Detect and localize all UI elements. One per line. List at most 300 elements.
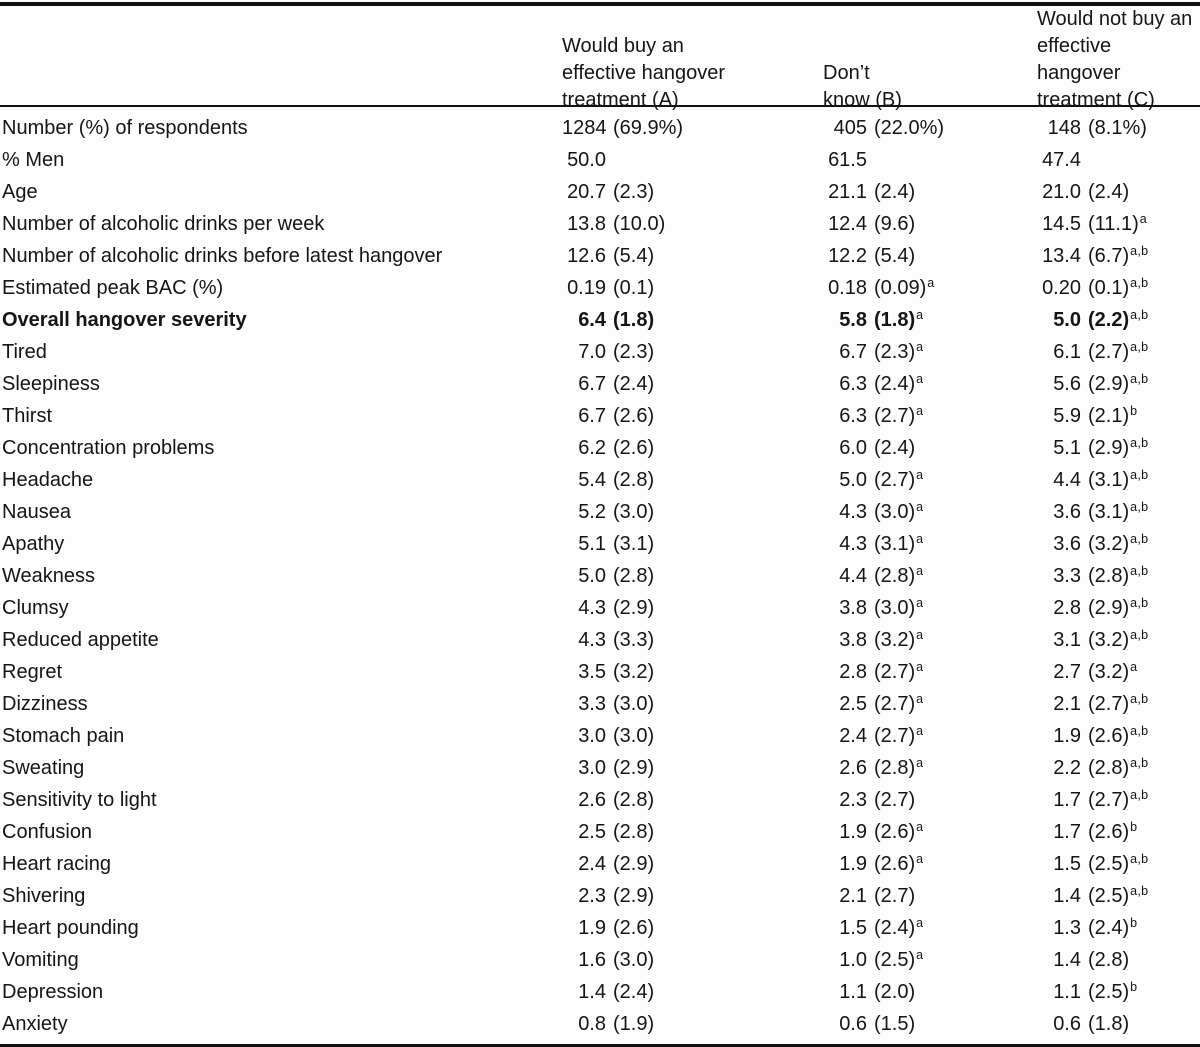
value-superscript: a bbox=[916, 595, 924, 610]
cell-b bbox=[823, 1013, 1037, 1036]
value-number: 2.5 bbox=[839, 692, 867, 715]
value-superscript: a,b bbox=[1130, 851, 1149, 866]
cell-a bbox=[562, 789, 823, 812]
value-sd: (2.5) bbox=[874, 948, 916, 971]
value-superscript: a,b bbox=[1130, 787, 1149, 802]
cell-c bbox=[1037, 853, 1200, 876]
value-number: 5.9 bbox=[1053, 404, 1081, 427]
row-label: Dizziness bbox=[2, 692, 88, 715]
value-sd: (9.6) bbox=[874, 212, 916, 235]
value-number: 4.3 bbox=[839, 500, 867, 523]
value-number: 4.3 bbox=[839, 532, 867, 555]
value-number: 12.6 bbox=[567, 244, 606, 267]
row-label: Reduced appetite bbox=[2, 628, 159, 651]
value-number: 2.2 bbox=[1053, 756, 1081, 779]
value-number: 405 bbox=[833, 116, 867, 139]
value-number: 1.1 bbox=[839, 980, 867, 1003]
value-number: 12.4 bbox=[828, 212, 867, 235]
value-sd: (2.7) bbox=[874, 468, 916, 491]
cell-c bbox=[1037, 693, 1200, 716]
value-number: 1.4 bbox=[1053, 884, 1081, 907]
value-sd: (2.8) bbox=[613, 564, 655, 587]
cell-c bbox=[1037, 245, 1200, 268]
value-sd: (2.1) bbox=[1088, 404, 1130, 427]
value-number: 2.7 bbox=[1053, 660, 1081, 683]
cell-b bbox=[823, 277, 1037, 300]
value-superscript: a,b bbox=[1130, 243, 1149, 258]
value-sd: (2.7) bbox=[1088, 340, 1130, 363]
value-number: 5.0 bbox=[578, 564, 606, 587]
value-superscript: a,b bbox=[1130, 275, 1149, 290]
cell-a bbox=[562, 373, 823, 396]
value-sd: (2.2) bbox=[1088, 308, 1130, 331]
cell-a bbox=[562, 277, 823, 300]
value-sd: (0.1) bbox=[613, 276, 655, 299]
row-label: Confusion bbox=[2, 820, 93, 843]
table-row bbox=[0, 304, 1200, 336]
cell-b bbox=[823, 245, 1037, 268]
value-number: 1.9 bbox=[578, 916, 606, 939]
table-row bbox=[0, 976, 1200, 1008]
cell-a bbox=[562, 757, 823, 780]
value-sd: (2.6) bbox=[874, 820, 916, 843]
value-superscript: a bbox=[916, 371, 924, 386]
value-number: 6.0 bbox=[839, 436, 867, 459]
value-sd: (8.1%) bbox=[1088, 116, 1147, 139]
cell-b bbox=[823, 757, 1037, 780]
table-row bbox=[0, 720, 1200, 752]
value-number: 3.8 bbox=[839, 596, 867, 619]
row-label: Weakness bbox=[2, 564, 96, 587]
row-label: Concentration problems bbox=[2, 436, 215, 459]
cell-c bbox=[1037, 309, 1200, 332]
table-row bbox=[0, 176, 1200, 208]
value-superscript: b bbox=[1130, 819, 1138, 834]
value-number: 61.5 bbox=[828, 148, 867, 171]
column-header-a bbox=[562, 33, 823, 114]
value-number: 5.6 bbox=[1053, 372, 1081, 395]
cell-c bbox=[1037, 501, 1200, 524]
cell-b bbox=[823, 469, 1037, 492]
value-number: 1284 bbox=[562, 116, 607, 139]
value-superscript: a,b bbox=[1130, 755, 1149, 770]
table-row bbox=[0, 944, 1200, 976]
value-number: 2.6 bbox=[839, 756, 867, 779]
value-superscript: a bbox=[916, 627, 924, 642]
value-superscript: a bbox=[927, 275, 935, 290]
cell-a bbox=[562, 1013, 823, 1036]
value-superscript: a bbox=[916, 755, 924, 770]
value-number: 3.0 bbox=[578, 724, 606, 747]
cell-a bbox=[562, 501, 823, 524]
value-number: 6.3 bbox=[839, 372, 867, 395]
value-sd: (3.0) bbox=[613, 692, 655, 715]
cell-c bbox=[1037, 565, 1200, 588]
value-number: 4.3 bbox=[578, 628, 606, 651]
cell-b bbox=[823, 309, 1037, 332]
value-sd: (2.3) bbox=[613, 180, 655, 203]
value-superscript: a,b bbox=[1130, 435, 1149, 450]
value-number: 2.4 bbox=[839, 724, 867, 747]
value-number: 3.1 bbox=[1053, 628, 1081, 651]
table-row bbox=[0, 144, 1200, 176]
value-number: 1.9 bbox=[839, 820, 867, 843]
cell-a bbox=[562, 949, 823, 972]
value-number: 3.3 bbox=[1053, 564, 1081, 587]
cell-b bbox=[823, 789, 1037, 812]
table-row bbox=[0, 688, 1200, 720]
table-row bbox=[0, 880, 1200, 912]
cell-c bbox=[1037, 181, 1200, 204]
cell-b bbox=[823, 533, 1037, 556]
cell-c bbox=[1037, 885, 1200, 908]
value-number: 3.5 bbox=[578, 660, 606, 683]
value-sd: (11.1) bbox=[1088, 212, 1139, 235]
value-number: 2.6 bbox=[578, 788, 606, 811]
cell-b bbox=[823, 597, 1037, 620]
value-superscript: a bbox=[916, 403, 924, 418]
value-superscript: a,b bbox=[1130, 883, 1149, 898]
value-sd: (2.6) bbox=[1088, 724, 1130, 747]
cell-a bbox=[562, 565, 823, 588]
value-number: 14.5 bbox=[1042, 212, 1081, 235]
value-sd: (2.0) bbox=[874, 980, 916, 1003]
cell-a bbox=[562, 597, 823, 620]
row-label: Anxiety bbox=[2, 1012, 68, 1035]
cell-c bbox=[1037, 213, 1200, 236]
value-number: 1.4 bbox=[578, 980, 606, 1003]
value-sd: (2.7) bbox=[874, 404, 916, 427]
value-number: 4.4 bbox=[839, 564, 867, 587]
table-row bbox=[0, 752, 1200, 784]
value-sd: (2.7) bbox=[874, 788, 916, 811]
value-sd: (22.0%) bbox=[874, 116, 945, 139]
value-sd: (2.4) bbox=[874, 916, 916, 939]
cell-b bbox=[823, 981, 1037, 1004]
value-number: 2.8 bbox=[839, 660, 867, 683]
value-superscript: a,b bbox=[1130, 371, 1149, 386]
value-number: 20.7 bbox=[567, 180, 606, 203]
table-row bbox=[0, 208, 1200, 240]
column-header-b-line: know (B) bbox=[823, 89, 902, 111]
row-label: Apathy bbox=[2, 532, 65, 555]
cell-a bbox=[562, 309, 823, 332]
row-label: Sweating bbox=[2, 756, 85, 779]
cell-b bbox=[823, 725, 1037, 748]
value-sd: (3.0) bbox=[613, 948, 655, 971]
value-sd: (2.8) bbox=[613, 788, 655, 811]
cell-b bbox=[823, 501, 1037, 524]
value-number: 21.0 bbox=[1042, 180, 1081, 203]
row-label: Nausea bbox=[2, 500, 71, 523]
value-superscript: b bbox=[1130, 403, 1138, 418]
value-sd: (2.5) bbox=[1088, 980, 1130, 1003]
value-superscript: a,b bbox=[1130, 723, 1149, 738]
cell-c bbox=[1037, 597, 1200, 620]
cell-c bbox=[1037, 949, 1200, 972]
value-sd: (2.8) bbox=[1088, 756, 1130, 779]
cell-a bbox=[562, 469, 823, 492]
value-superscript: a bbox=[916, 531, 924, 546]
value-sd: (2.4) bbox=[613, 980, 655, 1003]
row-label: Thirst bbox=[2, 404, 52, 427]
value-superscript: a bbox=[916, 723, 924, 738]
cell-a bbox=[562, 981, 823, 1004]
cell-b bbox=[823, 885, 1037, 908]
row-label: Overall hangover severity bbox=[2, 308, 247, 331]
table-row bbox=[0, 656, 1200, 688]
table-row bbox=[0, 528, 1200, 560]
cell-c bbox=[1037, 629, 1200, 652]
value-sd: (2.9) bbox=[1088, 436, 1130, 459]
value-superscript: a,b bbox=[1130, 467, 1149, 482]
value-number: 6.4 bbox=[578, 308, 606, 331]
value-superscript: a bbox=[916, 307, 924, 322]
table-row bbox=[0, 560, 1200, 592]
cell-a bbox=[562, 117, 823, 140]
cell-b bbox=[823, 341, 1037, 364]
column-header-a-line: treatment (A) bbox=[562, 89, 679, 111]
cell-b bbox=[823, 949, 1037, 972]
value-sd: (3.2) bbox=[1088, 532, 1130, 555]
value-sd: (2.5) bbox=[1088, 884, 1130, 907]
cell-c bbox=[1037, 277, 1200, 300]
cell-c bbox=[1037, 725, 1200, 748]
value-sd: (2.4) bbox=[874, 372, 916, 395]
value-sd: (2.9) bbox=[613, 852, 655, 875]
value-number: 0.18 bbox=[828, 276, 867, 299]
value-sd: (3.0) bbox=[874, 500, 916, 523]
value-sd: (2.6) bbox=[874, 852, 916, 875]
value-superscript: a bbox=[916, 947, 924, 962]
value-number: 2.5 bbox=[578, 820, 606, 843]
value-sd: (3.2) bbox=[874, 628, 916, 651]
value-number: 5.1 bbox=[1053, 436, 1081, 459]
column-header-c-line: effective hangover bbox=[1037, 35, 1121, 84]
value-superscript: a,b bbox=[1130, 563, 1149, 578]
value-sd: (2.6) bbox=[613, 404, 655, 427]
table-row bbox=[0, 816, 1200, 848]
value-sd: (2.4) bbox=[874, 436, 916, 459]
row-label: Depression bbox=[2, 980, 104, 1003]
table-row bbox=[0, 272, 1200, 304]
value-sd: (3.1) bbox=[1088, 500, 1130, 523]
row-label: Age bbox=[2, 180, 38, 203]
table-row bbox=[0, 1008, 1200, 1040]
row-label: Heart racing bbox=[2, 852, 111, 875]
value-superscript: a bbox=[916, 915, 924, 930]
row-label: Stomach pain bbox=[2, 724, 125, 747]
value-number: 2.1 bbox=[839, 884, 867, 907]
value-superscript: a,b bbox=[1130, 691, 1149, 706]
value-sd: (2.3) bbox=[613, 340, 655, 363]
value-number: 2.1 bbox=[1053, 692, 1081, 715]
value-sd: (1.9) bbox=[613, 1012, 655, 1035]
cell-b bbox=[823, 661, 1037, 684]
cell-c bbox=[1037, 149, 1200, 172]
value-sd: (2.8) bbox=[613, 820, 655, 843]
cell-a bbox=[562, 245, 823, 268]
table-row bbox=[0, 112, 1200, 144]
value-number: 6.7 bbox=[578, 372, 606, 395]
cell-b bbox=[823, 405, 1037, 428]
value-number: 3.8 bbox=[839, 628, 867, 651]
value-number: 0.8 bbox=[578, 1012, 606, 1035]
value-superscript: a,b bbox=[1130, 627, 1149, 642]
cell-c bbox=[1037, 1013, 1200, 1036]
column-header-c-line: Would not buy an bbox=[1037, 8, 1193, 30]
table-row bbox=[0, 368, 1200, 400]
cell-c bbox=[1037, 981, 1200, 1004]
value-number: 12.2 bbox=[828, 244, 867, 267]
value-number: 0.19 bbox=[567, 276, 606, 299]
cell-a bbox=[562, 661, 823, 684]
value-sd: (2.9) bbox=[1088, 596, 1130, 619]
value-number: 5.8 bbox=[839, 308, 867, 331]
value-sd: (2.8) bbox=[874, 564, 916, 587]
value-superscript: a,b bbox=[1130, 531, 1149, 546]
cell-b bbox=[823, 181, 1037, 204]
value-number: 50.0 bbox=[567, 148, 606, 171]
cell-c bbox=[1037, 757, 1200, 780]
value-number: 13.8 bbox=[567, 212, 606, 235]
value-sd: (2.9) bbox=[1088, 372, 1130, 395]
cell-b bbox=[823, 565, 1037, 588]
row-label: Number (%) of respondents bbox=[2, 116, 248, 139]
value-sd: (2.9) bbox=[613, 884, 655, 907]
table-row bbox=[0, 592, 1200, 624]
table-row bbox=[0, 912, 1200, 944]
cell-c bbox=[1037, 437, 1200, 460]
table-row bbox=[0, 240, 1200, 272]
value-sd: (3.1) bbox=[613, 532, 655, 555]
value-number: 6.1 bbox=[1053, 340, 1081, 363]
value-superscript: a bbox=[916, 499, 924, 514]
cell-a bbox=[562, 405, 823, 428]
value-number: 5.0 bbox=[839, 468, 867, 491]
cell-b bbox=[823, 149, 1037, 172]
cell-c bbox=[1037, 341, 1200, 364]
value-sd: (0.09) bbox=[874, 276, 927, 299]
row-label: Estimated peak BAC (%) bbox=[2, 276, 224, 299]
table-row bbox=[0, 784, 1200, 816]
cell-c bbox=[1037, 821, 1200, 844]
value-sd: (69.9%) bbox=[613, 116, 684, 139]
table-body bbox=[0, 107, 1200, 1044]
value-sd: (0.1) bbox=[1088, 276, 1130, 299]
value-number: 0.6 bbox=[839, 1012, 867, 1035]
value-sd: (2.7) bbox=[874, 724, 916, 747]
value-sd: (3.0) bbox=[874, 596, 916, 619]
value-sd: (3.2) bbox=[1088, 628, 1130, 651]
value-number: 5.4 bbox=[578, 468, 606, 491]
value-sd: (1.8) bbox=[613, 308, 655, 331]
value-sd: (2.4) bbox=[613, 372, 655, 395]
row-label: Heart pounding bbox=[2, 916, 139, 939]
value-number: 1.5 bbox=[839, 916, 867, 939]
cell-a bbox=[562, 885, 823, 908]
value-sd: (2.7) bbox=[874, 884, 916, 907]
row-label: Vomiting bbox=[2, 948, 79, 971]
value-sd: (2.9) bbox=[613, 756, 655, 779]
value-number: 1.1 bbox=[1053, 980, 1081, 1003]
value-number: 47.4 bbox=[1042, 148, 1081, 171]
value-sd: (1.5) bbox=[874, 1012, 916, 1035]
row-label: Sensitivity to light bbox=[2, 788, 157, 811]
value-superscript: a bbox=[916, 339, 924, 354]
value-number: 13.4 bbox=[1042, 244, 1081, 267]
value-superscript: a bbox=[1139, 211, 1148, 226]
value-superscript: a bbox=[916, 819, 924, 834]
value-sd: (2.4) bbox=[874, 180, 916, 203]
cell-b bbox=[823, 629, 1037, 652]
value-superscript: a bbox=[1130, 659, 1138, 674]
value-superscript: a bbox=[916, 563, 924, 578]
cell-c bbox=[1037, 373, 1200, 396]
value-sd: (2.3) bbox=[874, 340, 916, 363]
value-number: 2.4 bbox=[578, 852, 606, 875]
value-sd: (1.8) bbox=[874, 308, 916, 331]
value-number: 3.0 bbox=[578, 756, 606, 779]
value-sd: (2.4) bbox=[1088, 180, 1130, 203]
row-label: Tired bbox=[2, 340, 47, 363]
value-number: 0.6 bbox=[1053, 1012, 1081, 1035]
cell-c bbox=[1037, 469, 1200, 492]
value-number: 5.1 bbox=[578, 532, 606, 555]
value-sd: (6.7) bbox=[1088, 244, 1130, 267]
value-superscript: a bbox=[916, 659, 924, 674]
value-sd: (3.1) bbox=[874, 532, 916, 555]
column-header-b-line: Don’t bbox=[823, 62, 870, 84]
value-number: 1.7 bbox=[1053, 820, 1081, 843]
cell-a bbox=[562, 213, 823, 236]
row-label: Clumsy bbox=[2, 596, 69, 619]
value-superscript: a,b bbox=[1130, 307, 1149, 322]
value-number: 6.7 bbox=[578, 404, 606, 427]
value-number: 6.3 bbox=[839, 404, 867, 427]
column-header-c-line: treatment (C) bbox=[1037, 89, 1155, 111]
value-number: 0.20 bbox=[1042, 276, 1081, 299]
column-header-b bbox=[823, 60, 1037, 114]
value-sd: (2.8) bbox=[1088, 564, 1130, 587]
value-sd: (3.0) bbox=[613, 724, 655, 747]
column-header-a-line: effective hangover bbox=[562, 62, 726, 84]
value-number: 1.9 bbox=[1053, 724, 1081, 747]
cell-a bbox=[562, 917, 823, 940]
value-sd: (10.0) bbox=[613, 212, 666, 235]
value-superscript: a bbox=[916, 691, 924, 706]
value-superscript: a,b bbox=[1130, 499, 1149, 514]
value-sd: (2.6) bbox=[613, 436, 655, 459]
table-row bbox=[0, 624, 1200, 656]
value-number: 7.0 bbox=[578, 340, 606, 363]
table-row bbox=[0, 400, 1200, 432]
value-number: 4.4 bbox=[1053, 468, 1081, 491]
value-number: 5.0 bbox=[1053, 308, 1081, 331]
value-number: 2.3 bbox=[839, 788, 867, 811]
table-row bbox=[0, 336, 1200, 368]
value-sd: (2.7) bbox=[1088, 788, 1130, 811]
value-number: 1.4 bbox=[1053, 948, 1081, 971]
value-number: 2.3 bbox=[578, 884, 606, 907]
table-row bbox=[0, 464, 1200, 496]
table-row bbox=[0, 432, 1200, 464]
value-sd: (3.2) bbox=[613, 660, 655, 683]
row-label: Headache bbox=[2, 468, 94, 491]
cell-a bbox=[562, 533, 823, 556]
value-number: 1.3 bbox=[1053, 916, 1081, 939]
row-label: Number of alcoholic drinks before latest hangover bbox=[2, 244, 443, 267]
